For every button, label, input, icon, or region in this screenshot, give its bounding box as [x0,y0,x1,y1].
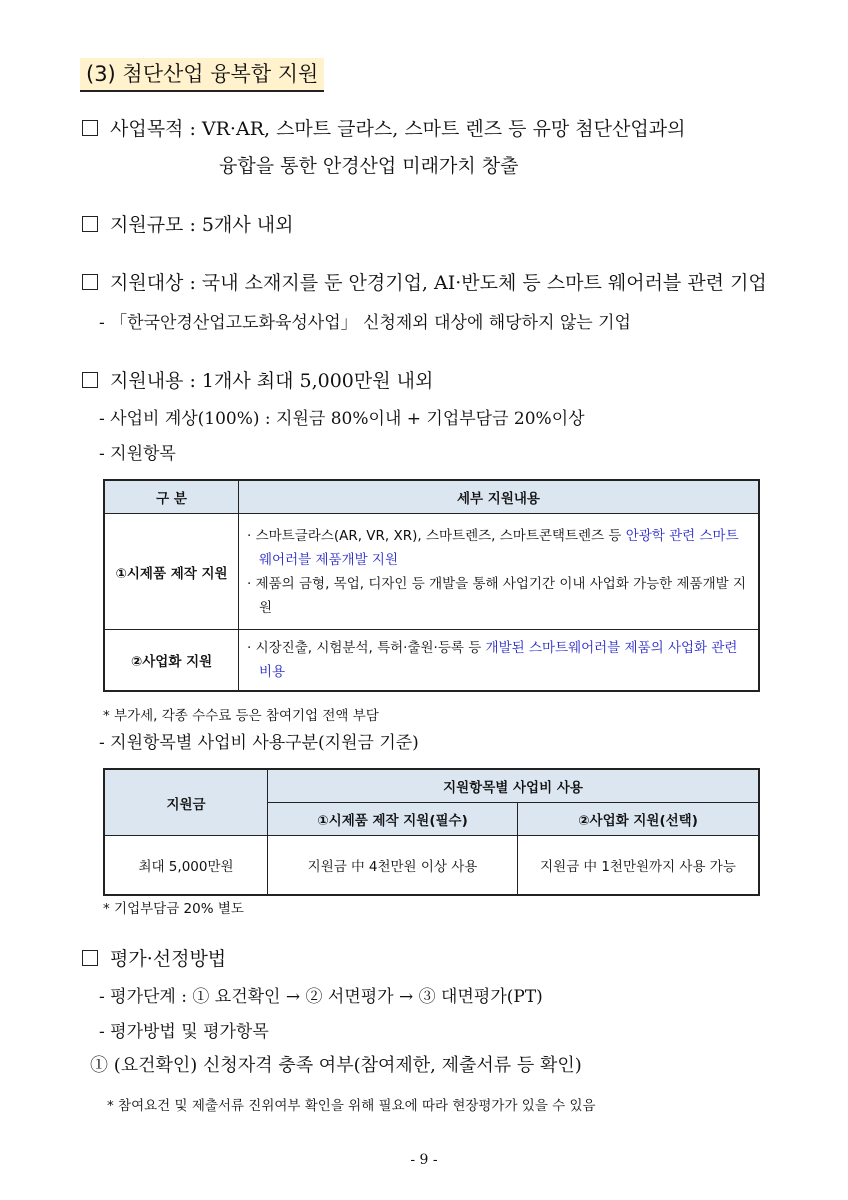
header-category: 구 분 [104,480,239,514]
usage-table [103,768,760,896]
detail-bullet [247,636,750,684]
content-sub1: - 사업비 계상(100%) : 지원금 80%이내 + 기업부담금 20%이상 [99,409,585,429]
content-value: 1개사 최대 5,000만원 내외 [201,370,434,392]
table-row [104,836,759,896]
bullet-text: · 스마트글라스(AR, VR, XR), 스마트렌즈, 스마트콘택트렌즈 등 [247,527,626,544]
scale-value: 5개사 내외 [201,214,294,236]
target-sub: - 「한국안경산업고도화육성사업」 신청제외 대상에 해당하지 않는 기업 [99,313,631,333]
header-commercial: ②사업화 지원(선택) [518,803,760,836]
bullet-text: · 시장진출, 시험분석, 특허·출원·등록 등 [247,640,486,656]
detail-bullet: · 제품의 금형, 목업, 디자인 등 개발을 통해 사업기간 이내 사업화 가능한 제품개발 지원 [247,575,747,616]
detail-bullet [247,524,750,572]
header-amount: 지원금 [104,769,268,836]
table-row [104,514,759,630]
table-header-row [104,769,759,803]
scale-label: 지원규모 [110,214,184,236]
cell-amount: 최대 5,000만원 [104,836,268,896]
cell-prototype: 지원금 中 4천만원 이상 사용 [268,836,518,896]
checkbox-square-icon [82,120,98,136]
page-number: - 9 - [410,1152,438,1168]
header-usage-group: 지원항목별 사업비 사용 [268,769,760,803]
row-detail [239,514,760,630]
evaluation-line [82,944,226,971]
evaluation-label: 평가·선정방법 [110,948,227,970]
target-line: 지원대상 : 국내 소재지를 둔 안경기업, AI·반도체 등 스마트 웨어러블 관련 기업 [82,268,767,295]
checkbox-square-icon [82,216,98,232]
table-row [104,630,759,692]
row-category: ①시제품 제작 지원 [104,514,239,630]
content-label: 지원내용 [110,370,184,392]
purpose-label: 사업목적 [110,118,184,140]
checkbox-square-icon [82,372,98,388]
content-line: 지원내용 : 1개사 최대 5,000만원 내외 [82,366,433,393]
evaluation-item1: ① (요건확인) 신청자격 충족 여부(참여제한, 제출서류 등 확인) [90,1055,582,1076]
note-vat: * 부가세, 각종 수수료 등은 참여기업 전액 부담 [103,708,379,724]
evaluation-method: - 평가방법 및 평가항목 [99,1022,269,1042]
checkbox-square-icon [82,950,98,966]
purpose-line2: 융합을 통한 안경산업 미래가치 창출 [219,155,519,177]
cell-commercial: 지원금 中 1천만원까지 사용 가능 [518,836,760,896]
row-category: ②사업화 지원 [104,630,239,692]
target-value: 국내 소재지를 둔 안경기업, AI·반도체 등 스마트 웨어러블 관련 기업 [201,272,767,294]
target-label: 지원대상 [110,272,184,294]
bullet-highlight: 개발된 스마트웨어러블 제품의 사업화 관련 비용 [259,640,738,680]
content-sub2: - 지원항목 [99,444,176,464]
support-items-table [103,479,760,692]
evaluation-note: * 참여요건 및 제출서류 진위여부 확인을 위해 필요에 따라 현장평가가 있을 수 있음 [107,1098,596,1114]
bullet-highlight: 안광학 관련 스마트웨어러블 제품개발 지원 [259,527,739,568]
purpose-line: 사업목적 : VR·AR, 스마트 글라스, 스마트 렌즈 등 유망 첨단산업과의 [82,114,685,141]
purpose-line1: VR·AR, 스마트 글라스, 스마트 렌즈 등 유망 첨단산업과의 [201,118,686,140]
evaluation-steps: - 평가단계 : ① 요건확인 → ② 서면평가 → ③ 대면평가(PT) [99,987,543,1007]
table-header-row [104,480,759,514]
header-detail: 세부 지원내용 [239,480,760,514]
row-detail [239,630,760,692]
checkbox-square-icon [82,274,98,290]
note-company-share: * 기업부담금 20% 별도 [103,901,244,917]
header-prototype: ①시제품 제작 지원(필수) [268,803,518,836]
scale-line: 지원규모 : 5개사 내외 [82,210,293,237]
section-title: (3) 첨단산업 융복합 지원 [80,58,324,92]
usage-subtitle: - 지원항목별 사업비 사용구분(지원금 기준) [99,733,419,753]
